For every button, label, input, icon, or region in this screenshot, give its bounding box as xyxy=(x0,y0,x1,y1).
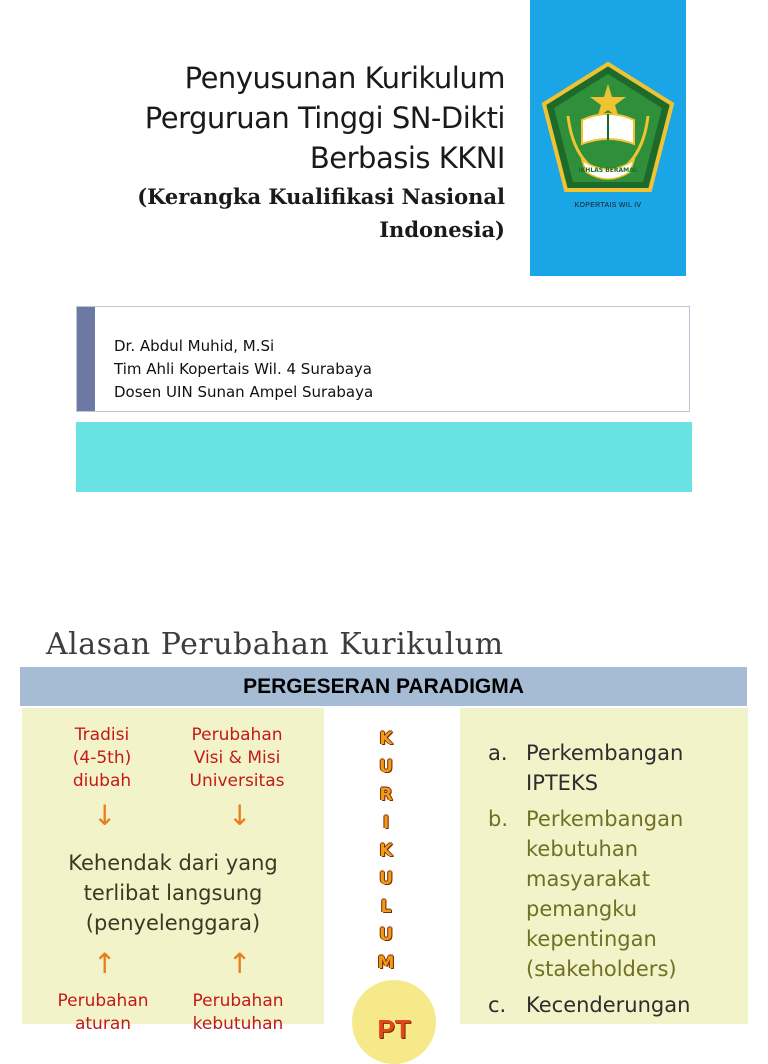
text-line: kebutuhan xyxy=(526,837,639,861)
logo-panel xyxy=(530,0,686,276)
arrow-down-icon: ↓ xyxy=(228,799,252,832)
kemenag-logo-icon xyxy=(530,0,686,200)
title-line: Penyusunan Kurikulum xyxy=(184,61,505,95)
kurikulum-letter: U xyxy=(379,757,393,777)
logo-caption: KOPERTAIS WIL IV xyxy=(574,202,642,209)
slide-title: Alasan Perubahan Kurikulum xyxy=(46,627,504,662)
text-line: Tradisi xyxy=(74,725,130,745)
kurikulum-letter: K xyxy=(379,729,393,749)
pt-circle xyxy=(352,980,436,1064)
text-line: Perubahan xyxy=(191,725,283,745)
tradisi-text xyxy=(52,724,152,793)
author-line: Tim Ahli Kopertais Wil. 4 Surabaya xyxy=(114,360,372,378)
subtitle-line: Indonesia) xyxy=(379,217,505,242)
logo-ribbon-text: IKHLAS BERAMAL xyxy=(578,167,638,174)
text-line: Universitas xyxy=(189,771,285,791)
list-item xyxy=(488,990,748,1020)
teal-band xyxy=(76,422,692,492)
left-panel xyxy=(22,708,324,1034)
text-line: kepentingan xyxy=(526,927,657,951)
list-item xyxy=(488,738,748,798)
text-line: Kehendak dari yang xyxy=(68,851,278,875)
visi-misi-text xyxy=(172,724,302,793)
text-line: kebutuhan xyxy=(192,1014,284,1034)
title-line: Berbasis KKNI xyxy=(309,141,505,175)
paradigm-band: PERGESERAN PARADIGMA xyxy=(20,667,747,706)
arrow-up-icon: ↑ xyxy=(93,947,117,980)
kurikulum-vertical-text xyxy=(368,725,404,977)
text-line: pemangku xyxy=(526,897,638,921)
text-line: (penyelenggara) xyxy=(85,911,261,935)
kurikulum-letter: L xyxy=(380,897,392,917)
text-line: diubah xyxy=(72,771,132,791)
pt-text: PT xyxy=(377,1014,411,1044)
kehendak-text xyxy=(22,848,324,938)
list-marker: c. xyxy=(488,993,507,1017)
text-line: aturan xyxy=(74,1014,132,1034)
text-line: terlibat langsung xyxy=(83,881,263,905)
reasons-list xyxy=(488,738,748,1026)
author-accent-bar xyxy=(77,307,95,411)
text-line: Kecenderungan xyxy=(526,993,691,1017)
author-line: Dosen UIN Sunan Ampel Surabaya xyxy=(114,383,374,401)
list-item xyxy=(488,804,748,984)
kurikulum-letter: M xyxy=(377,953,395,973)
text-line: masyarakat xyxy=(526,867,650,891)
kurikulum-letter: I xyxy=(382,813,390,833)
text-line: Visi & Misi xyxy=(193,748,281,768)
kebutuhan-text xyxy=(178,990,298,1036)
author-box xyxy=(76,306,690,412)
arrow-up-icon: ↑ xyxy=(228,947,252,980)
kurikulum-letter: K xyxy=(379,841,393,861)
list-marker: b. xyxy=(488,807,509,831)
kurikulum-letter: U xyxy=(379,925,393,945)
text-line: (stakeholders) xyxy=(526,957,677,981)
text-line: Perkembangan xyxy=(526,741,684,765)
author-lines xyxy=(114,335,373,404)
text-line: Perkembangan xyxy=(526,807,684,831)
title-block xyxy=(60,58,505,244)
text-line: (4-5th) xyxy=(72,748,132,768)
kurikulum-letter: R xyxy=(379,785,393,805)
text-line: Perubahan xyxy=(192,991,284,1011)
author-line: Dr. Abdul Muhid, M.Si xyxy=(114,337,275,355)
arrow-down-icon: ↓ xyxy=(93,799,117,832)
aturan-text xyxy=(48,990,158,1036)
right-panel xyxy=(460,708,748,1024)
text-line: Perubahan xyxy=(57,991,149,1011)
text-line: IPTEKS xyxy=(526,771,599,795)
subtitle-line: (Kerangka Kualifikasi Nasional xyxy=(137,184,505,209)
title-line: Perguruan Tinggi SN-Dikti xyxy=(144,101,505,135)
list-marker: a. xyxy=(488,741,508,765)
kurikulum-letter: U xyxy=(379,869,393,889)
